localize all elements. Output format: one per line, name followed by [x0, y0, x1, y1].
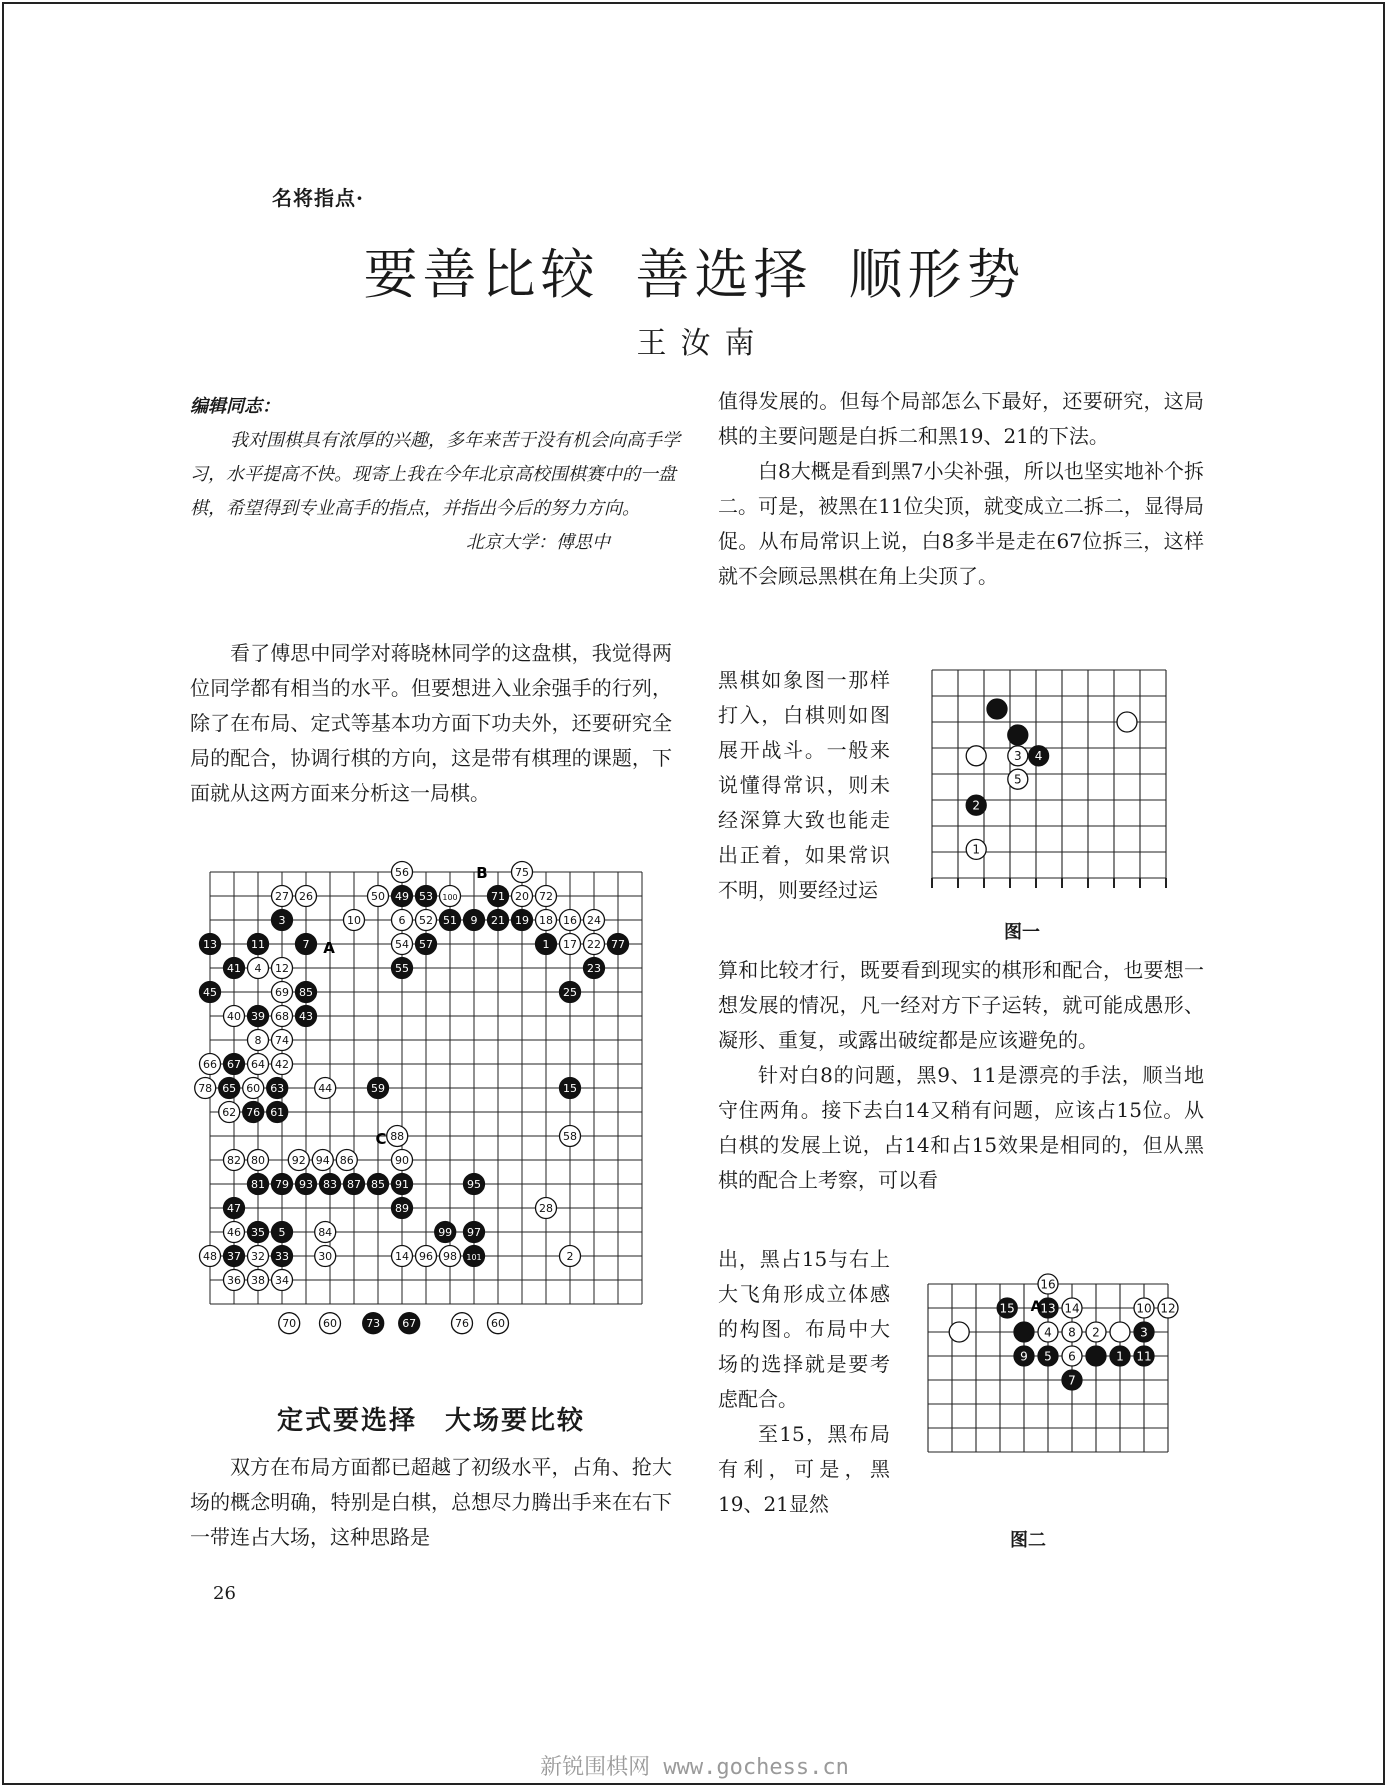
black-stone	[464, 1174, 485, 1195]
white-stone	[1062, 1346, 1082, 1366]
main-game-board	[190, 852, 672, 1352]
stone-number: 11	[251, 937, 265, 951]
white-stone	[584, 910, 605, 931]
white-stone	[368, 886, 389, 907]
black-stone	[219, 1078, 240, 1099]
figure-2-caption: 图二	[1010, 1530, 1046, 1551]
stone-number: 36	[227, 1273, 241, 1287]
letter-salutation: 编辑同志：	[190, 396, 280, 417]
title-part: 要善比较	[363, 243, 600, 306]
stone-number: 53	[419, 889, 433, 903]
black-stone	[248, 1006, 269, 1027]
black-stone	[200, 934, 221, 955]
black-stone	[248, 934, 269, 955]
stone-number: 85	[371, 1177, 385, 1191]
stone-number: 46	[227, 1225, 241, 1239]
white-stone	[272, 982, 293, 1003]
right-column-middle	[718, 953, 1204, 1198]
stone-number: 98	[443, 1249, 457, 1263]
paragraph-2-tail: 算和比较才行，既要看到现实的棋形和配合，也要想一想发展的情况，凡一经对方下子运转，就可能成愚形、凝形、重复，或露出破绽都是应该避免的。	[718, 958, 1204, 1052]
fig1-grid	[932, 670, 1166, 888]
white-stone	[195, 1078, 216, 1099]
stone-number: 5	[278, 1225, 286, 1239]
stone-number: 1	[972, 842, 981, 857]
white-stone	[536, 1198, 557, 1219]
stone-number: 99	[438, 1225, 453, 1239]
white-stone	[560, 1126, 581, 1147]
white-stone	[416, 1246, 437, 1267]
letter-body: 我对围棋具有浓厚的兴趣，多年来苦于没有机会向高手学习，水平提高不快。现寄上我在今年北京高校围棋赛中的一盘棋，希望得到专业高手的指点，并指出今后的努力方向。	[190, 430, 680, 519]
black-stone	[272, 910, 293, 931]
stone-number: 23	[587, 961, 601, 975]
figure-2-board	[918, 1270, 1200, 1488]
stone-number: 67	[402, 1317, 417, 1331]
stone-number: 60	[491, 1317, 505, 1331]
black-stone	[363, 1313, 384, 1334]
stone-number: 19	[515, 913, 529, 927]
stone-number: 6	[1068, 1349, 1076, 1364]
stone-number: 84	[318, 1225, 333, 1239]
black-stone	[272, 1222, 293, 1243]
white-stone	[315, 1246, 336, 1267]
figure-1-caption: 图一	[1004, 922, 1040, 943]
white-stone	[312, 1150, 333, 1171]
white-stone	[248, 1054, 269, 1075]
stone-number: 4	[1044, 1325, 1052, 1340]
stone-number: 25	[563, 985, 577, 999]
black-stone	[512, 910, 533, 931]
stone-number: 92	[291, 1153, 306, 1167]
watermark: 新锐围棋网 www.gochess.cn	[540, 1755, 849, 1780]
black-stone	[224, 1246, 245, 1267]
stone-number: 5	[1044, 1349, 1052, 1364]
white-stone	[949, 1322, 969, 1342]
stone-number: 58	[563, 1129, 577, 1143]
stone-number: 66	[203, 1057, 217, 1071]
stone-number: 74	[275, 1033, 289, 1047]
white-stone	[584, 934, 605, 955]
stone-number: 27	[275, 889, 289, 903]
stone-number: 73	[366, 1317, 381, 1331]
stone-number: 14	[395, 1249, 409, 1263]
board-mark-b: B	[476, 864, 488, 882]
stone-number: 94	[315, 1153, 330, 1167]
black-stone	[224, 1054, 245, 1075]
stone-number: 8	[254, 1033, 262, 1047]
black-stone	[1038, 1346, 1058, 1366]
black-stone	[392, 958, 413, 979]
stone-number: 81	[251, 1177, 265, 1191]
stone-number: 6	[398, 913, 406, 927]
stone-number: 51	[443, 913, 457, 927]
stone-number: 37	[227, 1249, 241, 1263]
stone-number: 71	[491, 889, 505, 903]
title-part: 顺形势	[848, 243, 1026, 306]
stone-number: 80	[251, 1153, 265, 1167]
stone-number: 28	[539, 1201, 553, 1215]
black-stone	[344, 1174, 365, 1195]
stone-number: 33	[275, 1249, 289, 1263]
white-stone	[392, 910, 413, 931]
white-stone	[224, 1006, 245, 1027]
stone-number: 54	[395, 937, 409, 951]
black-stone	[224, 1198, 245, 1219]
section-paragraph	[190, 1450, 672, 1555]
white-stone	[1008, 746, 1028, 766]
black-stone	[248, 1222, 269, 1243]
stone-number: 1	[1116, 1349, 1124, 1364]
stone-number: 49	[395, 889, 409, 903]
intro-paragraph	[190, 636, 672, 811]
white-stone	[296, 886, 317, 907]
white-stone	[1134, 1298, 1154, 1318]
author: 王汝南	[636, 326, 769, 361]
stone-number: 39	[251, 1009, 265, 1023]
white-stone	[452, 1313, 473, 1334]
black-stone	[224, 958, 245, 979]
stone-number: 60	[246, 1081, 261, 1095]
black-stone	[464, 1246, 485, 1267]
stone-number: 48	[203, 1249, 217, 1263]
black-stone	[1029, 746, 1049, 766]
black-stone	[488, 886, 509, 907]
white-stone	[272, 1270, 293, 1291]
stone-number: 45	[203, 985, 217, 999]
stone-number: 70	[282, 1317, 297, 1331]
black-stone	[966, 795, 986, 815]
black-stone	[392, 1174, 413, 1195]
stone-number: 15	[563, 1081, 577, 1095]
stone-number: 5	[1013, 772, 1022, 787]
white-stone	[1038, 1322, 1058, 1342]
stone-number: 75	[515, 865, 529, 879]
white-stone	[1110, 1322, 1130, 1342]
board-stones	[195, 862, 629, 1334]
stone-number: 59	[371, 1081, 385, 1095]
black-stone	[1014, 1322, 1034, 1342]
reader-letter	[190, 390, 680, 560]
fig1-stones	[966, 699, 1137, 859]
stone-number: 76	[455, 1317, 469, 1331]
stone-number: 65	[222, 1081, 237, 1095]
stone-number: 86	[339, 1153, 354, 1167]
stone-number: 101	[466, 1252, 482, 1262]
black-stone	[1014, 1346, 1034, 1366]
intro-text: 看了傅思中同学对蒋晓林同学的这盘棋，我觉得两位同学都有相当的水平。但要想进入业余强手的行列，除了在布局、定式等基本功方面下功夫外，还要研究全局的配合，协调行棋的方向，这是带有棋理的课题，下面就从这两方面来分析这一局棋。	[190, 641, 672, 805]
section-heading: 定式要选择 大场要比较	[276, 1406, 585, 1436]
white-stone	[392, 1150, 413, 1171]
stone-number: 56	[395, 865, 409, 879]
stone-number: 41	[227, 961, 241, 975]
white-stone	[272, 958, 293, 979]
stone-number: 3	[1140, 1325, 1148, 1340]
stone-number: 30	[318, 1249, 333, 1263]
white-stone	[248, 1246, 269, 1267]
white-stone	[488, 1313, 509, 1334]
stone-number: 77	[611, 937, 625, 951]
white-stone	[315, 1078, 336, 1099]
paragraph-3-wrap: 出，黑占15与右上大飞角形成立体感的构图。布局中大场的选择就是要考虑配合。	[718, 1247, 890, 1411]
black-stone	[608, 934, 629, 955]
white-stone	[966, 839, 986, 859]
stone-number: 87	[347, 1177, 361, 1191]
white-stone	[387, 1126, 408, 1147]
black-stone	[1134, 1322, 1154, 1342]
stone-number: 67	[227, 1057, 241, 1071]
black-stone	[536, 934, 557, 955]
stone-number: 47	[227, 1201, 241, 1215]
paragraph-2: 白8大概是看到黑7小尖补强，所以也坚实地补个拆二。可是，被黑在11位尖顶，就变成立二拆二，显得局促。从布局常识上说，白8多半是走在67位拆三，这样就不会顾忌黑棋在角上尖顶了。	[718, 459, 1204, 588]
white-stone	[248, 1030, 269, 1051]
stone-number: 15	[999, 1301, 1015, 1316]
stone-number: 12	[1160, 1301, 1176, 1316]
stone-number: 100	[442, 892, 458, 902]
stone-number: 85	[299, 985, 313, 999]
stone-number: 8	[1068, 1325, 1076, 1340]
white-stone	[248, 1150, 269, 1171]
stone-number: 9	[470, 913, 478, 927]
stone-number: 14	[1064, 1301, 1080, 1316]
white-stone	[1158, 1298, 1178, 1318]
white-stone	[536, 910, 557, 931]
paragraph-4: 至15，黑布局有利，可是，黑19、21显然	[718, 1422, 890, 1516]
stone-number: 40	[227, 1009, 241, 1023]
stone-number: 43	[299, 1009, 313, 1023]
black-stone	[435, 1222, 456, 1243]
white-stone	[315, 1222, 336, 1243]
stone-number: 88	[390, 1129, 405, 1143]
white-stone	[224, 1270, 245, 1291]
white-stone	[279, 1313, 300, 1334]
stone-number: 4	[1034, 749, 1043, 764]
white-stone	[560, 910, 581, 931]
black-stone	[1086, 1346, 1106, 1366]
figure-1-board	[918, 656, 1198, 908]
board-mark-a: A	[323, 939, 335, 957]
white-stone	[1038, 1274, 1058, 1294]
white-stone	[224, 1222, 245, 1243]
black-stone	[560, 1078, 581, 1099]
stone-number: 60	[323, 1317, 337, 1331]
stone-number: 72	[539, 889, 553, 903]
stone-number: 78	[198, 1081, 213, 1095]
black-stone	[416, 934, 437, 955]
stone-number: 16	[1040, 1277, 1056, 1292]
stone-number: 52	[419, 913, 433, 927]
stone-number: 26	[299, 889, 313, 903]
black-stone	[272, 1174, 293, 1195]
white-stone	[248, 1270, 269, 1291]
stone-number: 63	[270, 1081, 285, 1095]
white-stone	[1117, 712, 1137, 732]
figure1-wrap-text	[718, 663, 890, 908]
black-stone	[997, 1298, 1017, 1318]
stone-number: 89	[395, 1201, 409, 1215]
continuation-text: 值得发展的。但每个局部怎么下最好，还要研究，这局棋的主要问题是白拆二和黑19、21的下法。	[718, 389, 1204, 448]
white-stone	[966, 746, 986, 766]
stone-number: 1	[542, 937, 550, 951]
stone-number: 55	[395, 961, 409, 975]
stone-number: 62	[222, 1105, 237, 1119]
black-stone	[416, 886, 437, 907]
black-stone	[296, 982, 317, 1003]
stone-number: 21	[491, 913, 505, 927]
black-stone	[272, 1246, 293, 1267]
black-stone	[368, 1078, 389, 1099]
page-number: 26	[213, 1583, 236, 1604]
black-stone	[464, 910, 485, 931]
stone-number: 69	[275, 985, 289, 999]
black-stone	[399, 1313, 420, 1334]
stone-number: 20	[515, 889, 529, 903]
black-stone	[200, 982, 221, 1003]
board-mark-c: C	[375, 1130, 387, 1148]
stone-number: 24	[587, 913, 601, 927]
stone-number: 35	[251, 1225, 265, 1239]
stone-number: 50	[371, 889, 385, 903]
right-column-top	[718, 384, 1204, 594]
stone-number: 82	[227, 1153, 241, 1167]
stone-number: 12	[275, 961, 289, 975]
stone-number: 3	[1013, 749, 1022, 764]
figure2-wrap-text	[718, 1242, 890, 1522]
black-stone	[368, 1174, 389, 1195]
black-stone	[464, 1222, 485, 1243]
white-stone	[512, 862, 533, 883]
stone-number: 16	[563, 913, 577, 927]
white-stone	[392, 934, 413, 955]
black-stone	[1110, 1346, 1130, 1366]
black-stone	[392, 1198, 413, 1219]
white-stone	[1062, 1298, 1082, 1318]
paragraph-3: 针对白8的问题，黑9、11是漂亮的手法，顺当地守住两角。接下去白14又稍有问题，应该占15位。从白棋的发展上说，占14和占15效果是相同的，但从黑棋的配合上考察，可以看	[718, 1063, 1204, 1192]
stone-number: 79	[275, 1177, 289, 1191]
black-stone	[584, 958, 605, 979]
stone-number: 9	[1020, 1349, 1028, 1364]
stone-number: 3	[278, 913, 286, 927]
white-stone	[272, 1006, 293, 1027]
stone-number: 90	[395, 1153, 409, 1167]
white-stone	[288, 1150, 309, 1171]
stone-number: 7	[1068, 1373, 1076, 1388]
title-part: 善选择	[635, 243, 813, 306]
black-stone	[560, 982, 581, 1003]
black-stone	[267, 1102, 288, 1123]
stone-number: 7	[302, 937, 310, 951]
stone-number: 57	[419, 937, 433, 951]
white-stone	[512, 886, 533, 907]
black-stone	[987, 699, 1007, 719]
white-stone	[560, 934, 581, 955]
black-stone	[488, 910, 509, 931]
white-stone	[224, 1150, 245, 1171]
stone-number: 61	[270, 1105, 285, 1119]
black-stone	[296, 1174, 317, 1195]
stone-number: 97	[467, 1225, 481, 1239]
white-stone	[200, 1054, 221, 1075]
stone-number: 17	[563, 937, 577, 951]
white-stone	[1062, 1322, 1082, 1342]
white-stone	[200, 1246, 221, 1267]
section-label: 名将指点·	[272, 186, 364, 210]
black-stone	[440, 910, 461, 931]
stone-number: 44	[318, 1081, 333, 1095]
stone-number: 2	[972, 798, 981, 813]
stone-number: 96	[419, 1249, 433, 1263]
paragraph-2-wrap: 黑棋如象图一那样打入，白棋则如图展开战斗。一般来说懂得常识，则未经深算大致也能走出正着，如果常识不明，则要经过运	[718, 668, 890, 902]
black-stone	[248, 1174, 269, 1195]
stone-number: 11	[1136, 1349, 1152, 1364]
white-stone	[336, 1150, 357, 1171]
stone-number: 91	[395, 1177, 409, 1191]
white-stone	[272, 886, 293, 907]
white-stone	[440, 886, 461, 907]
black-stone	[296, 1006, 317, 1027]
stone-number: 34	[275, 1273, 289, 1287]
white-stone	[392, 1246, 413, 1267]
fig2-mark-a: A	[1030, 1299, 1042, 1315]
stone-number: 42	[275, 1057, 289, 1071]
white-stone	[1008, 769, 1028, 789]
black-stone	[1062, 1370, 1082, 1390]
section-text: 双方在布局方面都已超越了初级水平，占角、抢大场的概念明确，特别是白棋，总想尽力腾出手来在右下一带连占大场，这种思路是	[190, 1455, 672, 1549]
stone-number: 4	[254, 961, 262, 975]
stone-number: 13	[203, 937, 217, 951]
black-stone	[1134, 1346, 1154, 1366]
white-stone	[272, 1054, 293, 1075]
white-stone	[536, 886, 557, 907]
stone-number: 93	[299, 1177, 313, 1191]
white-stone	[320, 1313, 341, 1334]
stone-number: 18	[539, 913, 553, 927]
stone-number: 10	[347, 913, 361, 927]
black-stone	[296, 934, 317, 955]
white-stone	[344, 910, 365, 931]
stone-number: 10	[1136, 1301, 1152, 1316]
white-stone	[392, 862, 413, 883]
letter-signature: 北京大学：傅思中	[466, 532, 610, 553]
white-stone	[1086, 1322, 1106, 1342]
stone-number: 68	[275, 1009, 289, 1023]
white-stone	[272, 1030, 293, 1051]
white-stone	[560, 1246, 581, 1267]
stone-number: 83	[323, 1177, 337, 1191]
black-stone	[392, 886, 413, 907]
stone-number: 2	[566, 1249, 574, 1263]
stone-number: 64	[251, 1057, 265, 1071]
white-stone	[219, 1102, 240, 1123]
white-stone	[440, 1246, 461, 1267]
black-stone	[267, 1078, 288, 1099]
page-title	[0, 232, 1389, 309]
stone-number: 22	[587, 937, 601, 951]
white-stone	[416, 910, 437, 931]
white-stone	[243, 1078, 264, 1099]
stone-number: 2	[1092, 1325, 1100, 1340]
black-stone	[243, 1102, 264, 1123]
black-stone	[1008, 725, 1028, 745]
stone-number: 13	[1040, 1301, 1056, 1316]
stone-number: 76	[246, 1105, 261, 1119]
stone-number: 32	[251, 1249, 265, 1263]
stone-number: 38	[251, 1273, 265, 1287]
black-stone	[320, 1174, 341, 1195]
stone-number: 95	[467, 1177, 481, 1191]
white-stone	[248, 958, 269, 979]
